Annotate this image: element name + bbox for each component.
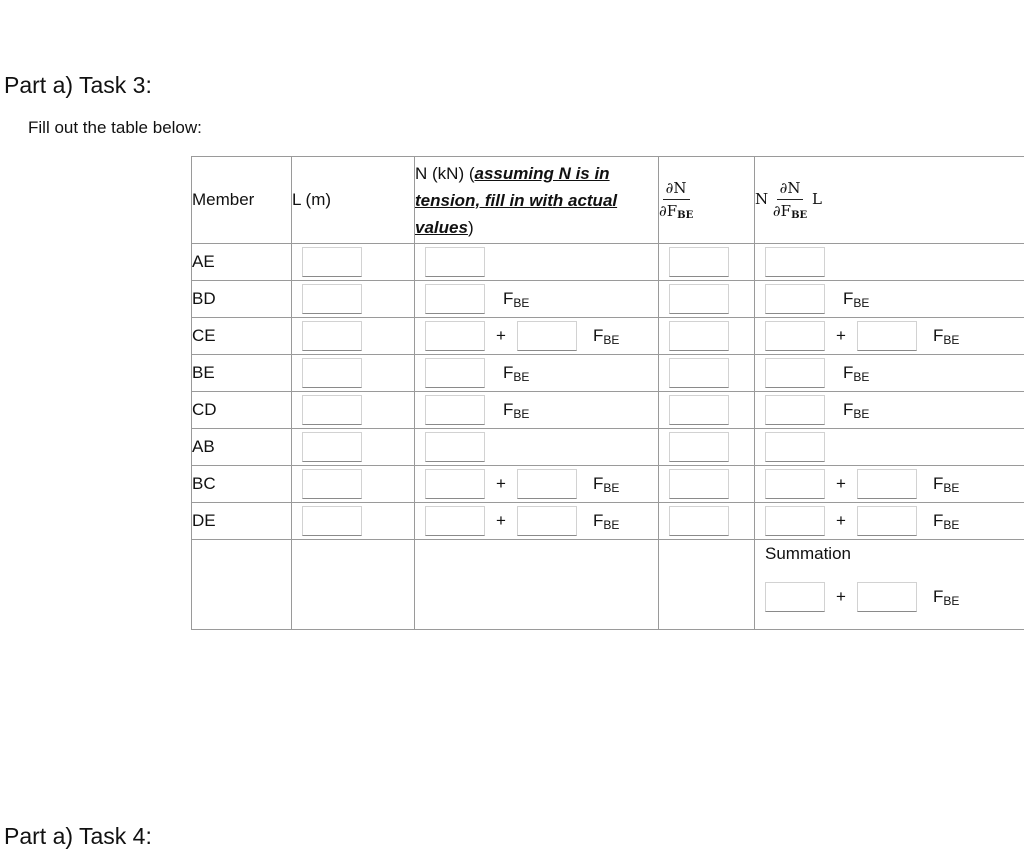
axial-force-coefficient-input[interactable] [517,506,577,536]
length-input[interactable] [302,247,362,277]
partial-fraction: $\frac{\partial N}{\partial F_{BE}}$ [659,179,693,221]
partial-input[interactable] [669,395,729,425]
plus-sign: + [485,474,517,494]
fbe-term: $F_{BE}$ [933,326,959,347]
table-row-bd [192,281,1024,318]
axial-force-constant-input[interactable] [425,469,485,499]
table-row-de [192,503,1024,540]
task3-heading: Part a) Task 3: [4,72,152,99]
length-header: L (m) [292,157,415,244]
fbe-term: $F_{BE}$ [933,511,959,532]
summation-constant-input[interactable] [765,582,825,612]
partial-input[interactable] [669,358,729,388]
axial-force-input[interactable] [425,247,485,277]
member-forces-table [191,156,1024,630]
member-label: BE [192,355,292,392]
axial-force-coefficient-input[interactable] [517,469,577,499]
product-constant-input[interactable] [765,321,825,351]
axial-force-constant-input[interactable] [425,321,485,351]
fbe-term: $F_{BE}$ [933,587,959,608]
product-header [755,157,1024,244]
axial-force-coefficient-input[interactable] [425,358,485,388]
table-row-ae [192,244,1024,281]
product-coefficient-input[interactable] [765,284,825,314]
product-coefficient-input[interactable] [765,395,825,425]
product-input[interactable] [765,247,825,277]
length-input[interactable] [302,506,362,536]
product-coefficient-input[interactable] [765,358,825,388]
axial-force-header: N (kN) (assuming N is in tension, fill in with actual values) [415,157,659,244]
member-label: AB [192,429,292,466]
fbe-term: $F_{BE}$ [593,474,619,495]
partial-derivative-header [659,157,755,244]
member-label: BD [192,281,292,318]
plus-sign: + [485,326,517,346]
product-constant-input[interactable] [765,506,825,536]
length-input[interactable] [302,469,362,499]
length-input[interactable] [302,432,362,462]
member-label: DE [192,503,292,540]
task4-heading: Part a) Task 4: [4,823,152,850]
member-label: BC [192,466,292,503]
plus-sign: + [825,326,857,346]
axial-force-input[interactable] [425,432,485,462]
summation-coefficient-input[interactable] [857,582,917,612]
table-row-cd [192,392,1024,429]
fbe-term: $F_{BE}$ [503,289,529,310]
axial-force-coefficient-input[interactable] [517,321,577,351]
table-row-ab [192,429,1024,466]
member-label: CE [192,318,292,355]
length-input[interactable] [302,321,362,351]
length-input[interactable] [302,395,362,425]
axial-force-constant-input[interactable] [425,506,485,536]
table-row-bc [192,466,1024,503]
axial-force-coefficient-input[interactable] [425,395,485,425]
partial-input[interactable] [669,506,729,536]
fbe-term: $F_{BE}$ [503,363,529,384]
product-input[interactable] [765,432,825,462]
table-row-ce [192,318,1024,355]
product-coefficient-input[interactable] [857,506,917,536]
summation-cell [755,540,1024,630]
fbe-term: $F_{BE}$ [843,400,869,421]
fbe-term: $F_{BE}$ [843,289,869,310]
plus-sign: + [485,511,517,531]
member-label: AE [192,244,292,281]
member-header: Member [192,157,292,244]
fbe-term: $F_{BE}$ [593,511,619,532]
product-expression: N $\frac{\partial N}{\partial F_{BE}}$ L [755,190,822,208]
instructions: Fill out the table below: [28,118,202,138]
summation-label: Summation [765,544,851,564]
fbe-term: $F_{BE}$ [843,363,869,384]
length-input[interactable] [302,284,362,314]
product-coefficient-input[interactable] [857,321,917,351]
plus-sign: + [825,474,857,494]
partial-input[interactable] [669,247,729,277]
table-header-row [192,157,1024,244]
fbe-term: $F_{BE}$ [593,326,619,347]
partial-input[interactable] [669,432,729,462]
axial-force-coefficient-input[interactable] [425,284,485,314]
product-constant-input[interactable] [765,469,825,499]
product-coefficient-input[interactable] [857,469,917,499]
member-label: CD [192,392,292,429]
partial-input[interactable] [669,284,729,314]
fbe-term: $F_{BE}$ [933,474,959,495]
table-row-be [192,355,1024,392]
partial-input[interactable] [669,469,729,499]
summation-row [192,540,1024,630]
plus-sign: + [825,587,857,607]
partial-input[interactable] [669,321,729,351]
fbe-term: $F_{BE}$ [503,400,529,421]
plus-sign: + [825,511,857,531]
tension-note: assuming N is in tension, fill in with actual values [415,164,617,237]
length-input[interactable] [302,358,362,388]
